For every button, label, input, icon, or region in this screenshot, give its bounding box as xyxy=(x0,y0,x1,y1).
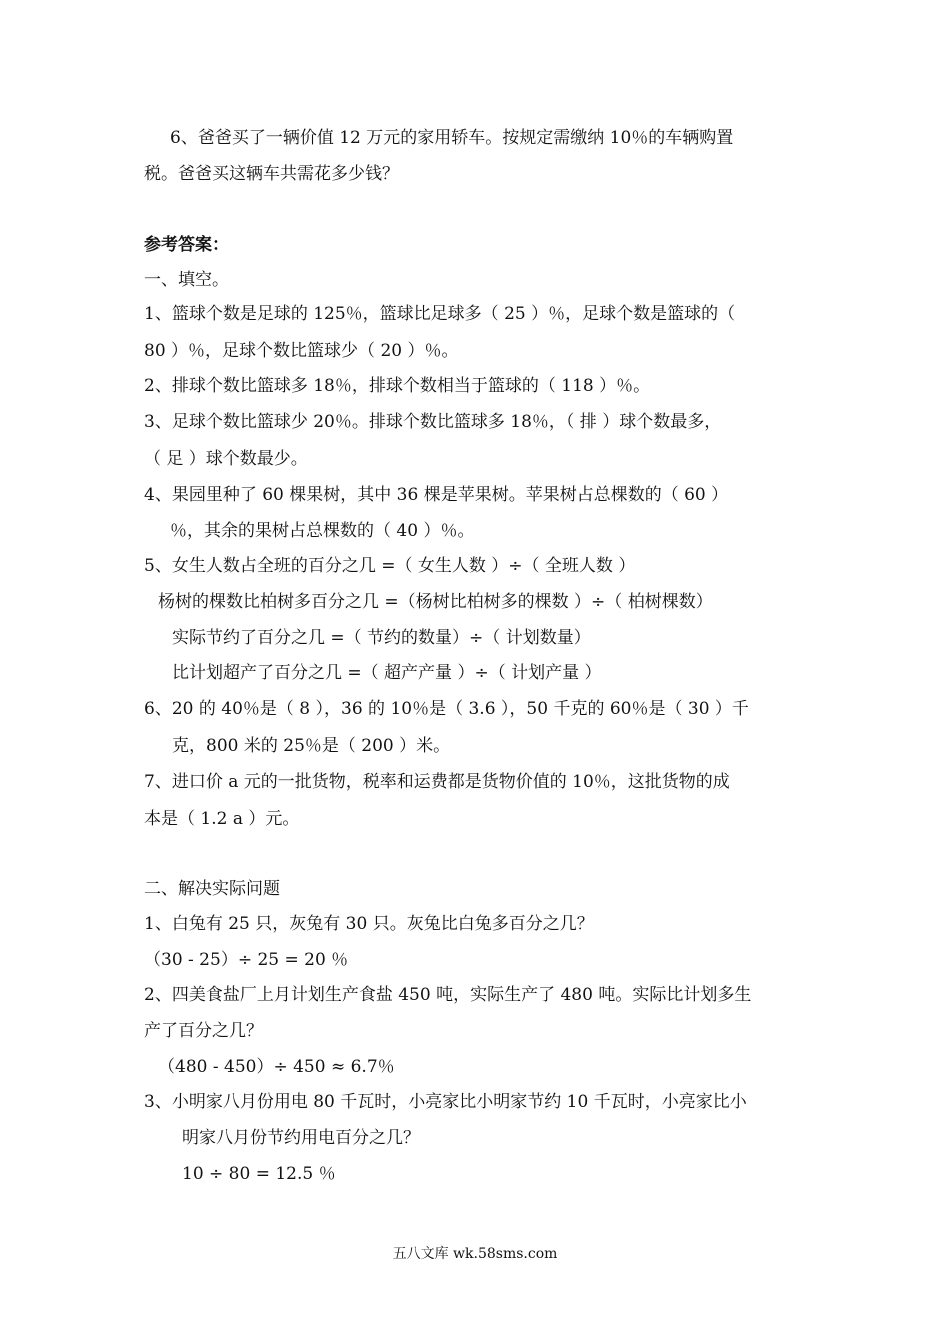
answers-heading: 参考答案： xyxy=(144,235,229,255)
answer-line: （30 - 25）÷ 25 = 20 ％ xyxy=(144,950,349,970)
answer-line: 1、白兔有 25 只，灰兔有 30 只。灰兔比白兔多百分之几？ xyxy=(144,914,594,934)
answer-line: 3、小明家八月份用电 80 千瓦时，小亮家比小明家节约 10 千瓦时，小亮家比小 xyxy=(144,1092,747,1112)
answer-line: （ 足 ）球个数最少。 xyxy=(144,449,308,469)
answer-line: 10 ÷ 80 = 12.5 ％ xyxy=(182,1164,336,1184)
answer-line: 明家八月份节约用电百分之几？ xyxy=(182,1128,420,1148)
answer-line: 克，800 米的 25％是（ 200 ）米。 xyxy=(172,736,451,756)
answer-line: 5、女生人数占全班的百分之几 =（ 女生人数 ）÷（ 全班人数 ） xyxy=(144,556,636,576)
answer-line: 实际节约了百分之几 =（ 节约的数量）÷（ 计划数量） xyxy=(172,628,591,648)
answer-line: 4、果园里种了 60 棵果树，其中 36 棵是苹果树。苹果树占总棵数的（ 60 ） xyxy=(144,485,729,505)
section2-title: 二、解决实际问题 xyxy=(144,879,280,899)
section1-title: 一、填空。 xyxy=(144,270,229,290)
answer-line: 杨树的棵数比柏树多百分之几 =（杨树比柏树多的棵数 ）÷（ 柏树棵数） xyxy=(158,592,713,612)
answer-line: 80 ）％，足球个数比篮球少（ 20 ）％。 xyxy=(144,341,459,361)
answer-line: 2、排球个数比篮球多 18％，排球个数相当于篮球的（ 118 ）％。 xyxy=(144,376,651,396)
answer-line: 6、20 的 40％是（ 8 ），36 的 10％是（ 3.6 ），50 千克的 60％是（ 30 ）千 xyxy=(144,699,749,719)
answer-line: 1、篮球个数是足球的 125％，篮球比足球多（ 25 ）％，足球个数是篮球的（ xyxy=(144,304,736,324)
footer-watermark: 五八文库 wk.58sms.com xyxy=(392,1246,558,1262)
answer-line: 本是（ 1.2 a ）元。 xyxy=(144,809,300,829)
intro-question-line-2: 税。爸爸买这辆车共需花多少钱？ xyxy=(144,164,399,184)
answer-line: 7、进口价 a 元的一批货物，税率和运费都是货物价值的 10％，这批货物的成 xyxy=(144,772,730,792)
answer-line: 比计划超产了百分之几 =（ 超产产量 ）÷（ 计划产量 ） xyxy=(172,663,602,683)
answer-line: （480 - 450）÷ 450 ≈ 6.7％ xyxy=(158,1057,395,1077)
answer-line: 产了百分之几？ xyxy=(144,1021,263,1041)
answer-line: ％，其余的果树占总棵数的（ 40 ）％。 xyxy=(170,521,475,541)
answer-line: 2、四美食盐厂上月计划生产食盐 450 吨，实际生产了 480 吨。实际比计划多生 xyxy=(144,985,752,1005)
intro-question-line-1: 6、爸爸买了一辆价值 12 万元的家用轿车。按规定需缴纳 10％的车辆购置 xyxy=(170,128,734,148)
answer-line: 3、足球个数比篮球少 20％。排球个数比篮球多 18％，（ 排 ）球个数最多， xyxy=(144,412,722,432)
